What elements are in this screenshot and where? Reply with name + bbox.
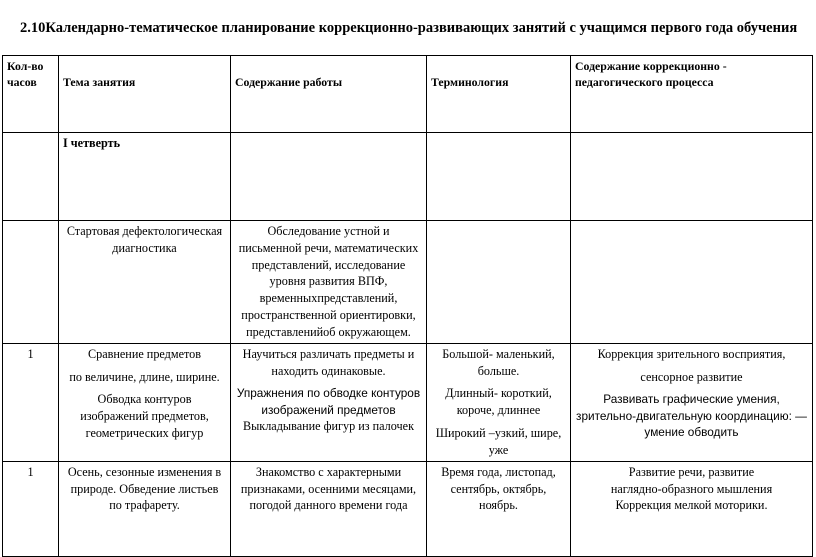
planning-table (2, 55, 813, 557)
content-text: Выкладывание фигур из палочек (242, 418, 415, 433)
header-topic: Тема занятия (59, 56, 231, 133)
terms-text: Большой- маленький, больше. (442, 346, 555, 378)
cell-content (231, 221, 427, 344)
cell-terms (427, 461, 571, 556)
page-title: 2.10Календарно-тематическое планирование коррекционно-развивающих занятий с учащимся первого года обучения (20, 20, 798, 36)
content-text: Знакомство с характерными признаками, осенними месяцами, погодой данного времени года (240, 464, 417, 513)
header-content: Содержание работы (231, 56, 427, 133)
correction-text: наглядно-образного мышления (610, 481, 773, 496)
cell-terms (427, 221, 571, 344)
cell-terms (427, 133, 571, 221)
cell-correction (571, 343, 813, 461)
terms-text: Длинный- короткий, короче, длиннее (445, 386, 552, 418)
correction-text: Коррекция зрительного восприятия, (597, 346, 786, 361)
cell-content (231, 343, 427, 461)
cell-correction (571, 133, 813, 221)
correction-text: Развивать графические умения, зрительно-двигательную координацию: — умение обводить (576, 392, 807, 439)
table-row (3, 221, 813, 344)
cell-topic (59, 221, 231, 344)
quarter-label: I четверть (59, 133, 231, 221)
cell-hours: 1 (3, 461, 59, 556)
header-hours: Кол-во часов (3, 56, 59, 133)
topic-text: Обводка контуров изображений предметов, геометрических фигур (80, 392, 209, 441)
correction-text: Коррекция мелкой моторики. (615, 498, 768, 513)
cell-hours: 1 (3, 343, 59, 461)
topic-text: Стартовая дефектологическая диагностика (66, 224, 223, 255)
table-row (3, 343, 813, 461)
cell-hours (3, 221, 59, 344)
table-row-quarter (3, 133, 813, 221)
correction-text: Развитие речи, развитие (628, 464, 755, 479)
cell-hours (3, 133, 59, 221)
content-text: Научиться различать предметы и находить одинаковые. (242, 346, 415, 378)
topic-text: Сравнение предметов (87, 346, 202, 361)
cell-terms (427, 343, 571, 461)
cell-correction (571, 221, 813, 344)
table-header-row (3, 56, 813, 133)
cell-content (231, 133, 427, 221)
cell-topic (59, 461, 231, 556)
header-terms: Терминология (427, 56, 571, 133)
terms-text: Время года, листопад, сентябрь, октябрь, ноябрь. (441, 464, 556, 513)
cell-correction (571, 461, 813, 556)
correction-text: сенсорное развитие (640, 369, 743, 384)
header-correction: Содержание коррекционно - педагогического процесса (571, 56, 813, 133)
content-text: Упражнения по обводке контуров изображений предметов (236, 386, 421, 417)
cell-content (231, 461, 427, 556)
topic-text: по величине, длине, ширине. (69, 369, 220, 384)
content-text: Обследование устной и письменной речи, математических представлений, исследование уровня развития ВПФ, временныхпредставлений, пространственной ориентировки, представленийоб окружающем. (238, 224, 419, 339)
terms-text: Широкий –узкий, шире, уже (435, 426, 562, 457)
cell-topic (59, 343, 231, 461)
table-row (3, 461, 813, 556)
topic-text: Осень, сезонные изменения в природе. Обведение листьев по трафарету. (67, 464, 222, 513)
